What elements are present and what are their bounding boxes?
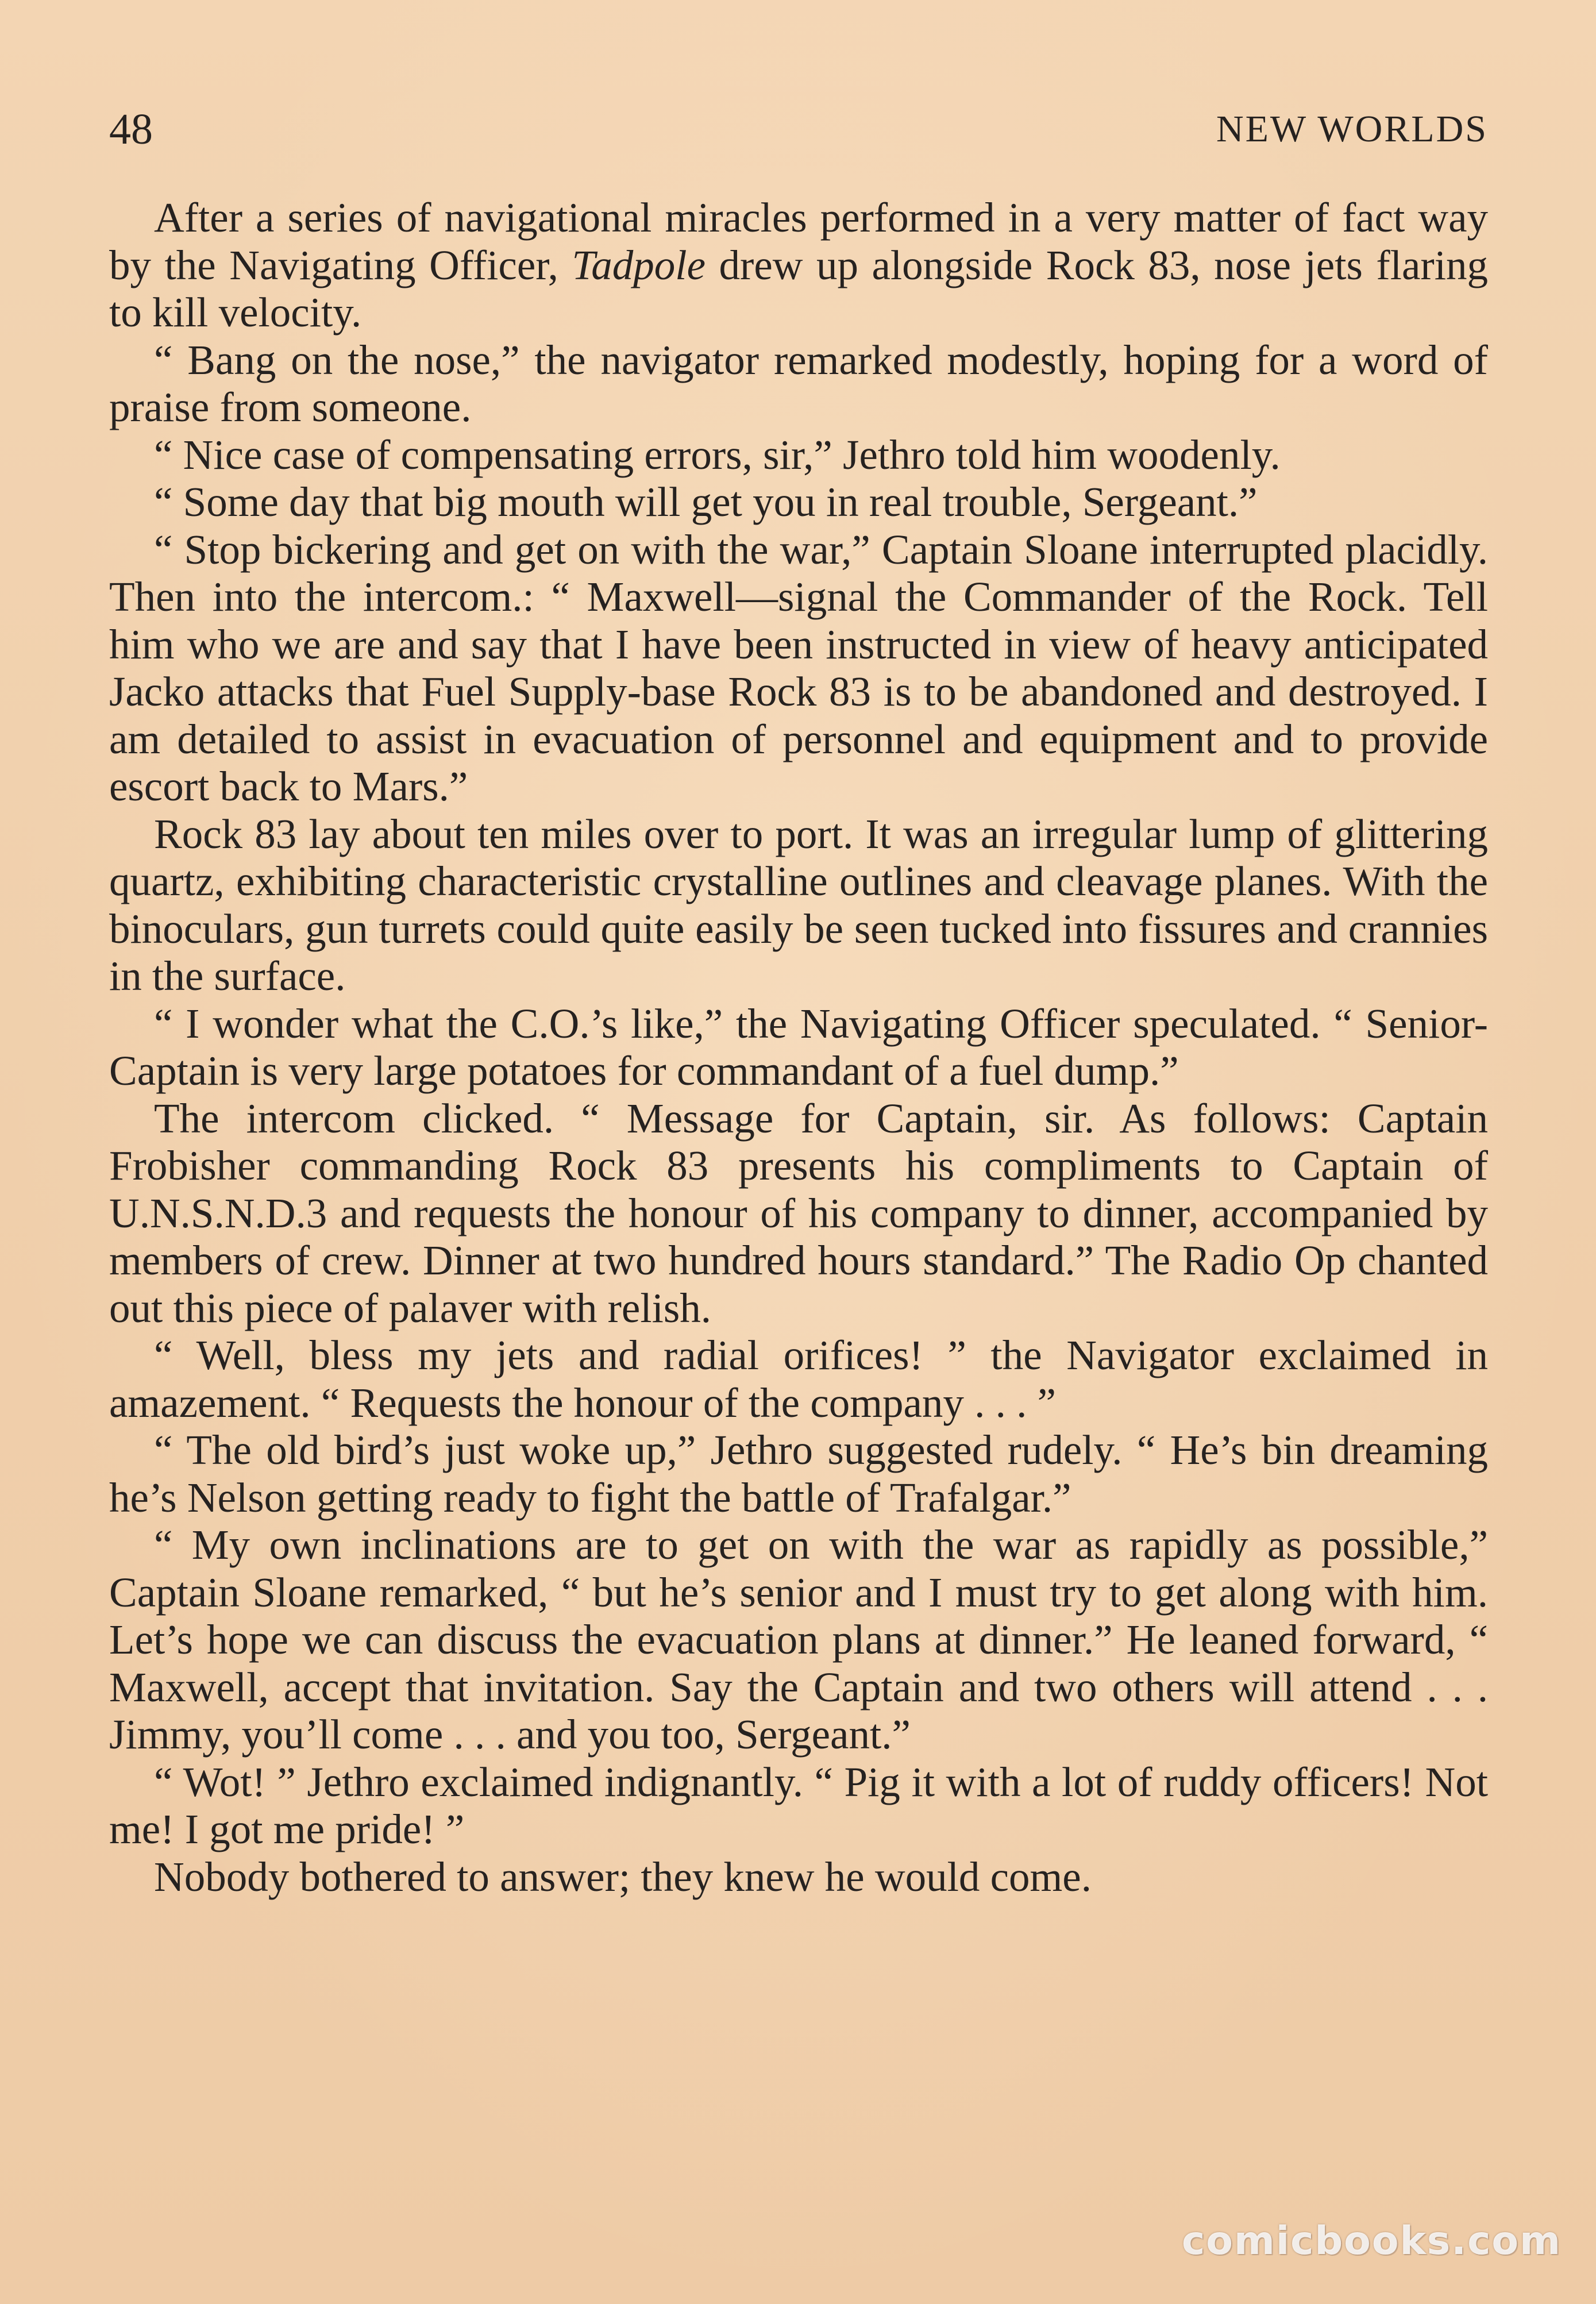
paragraph: “ Stop bickering and get on with the war,” Captain Sloane interrupted placidly. Then into the intercom.: “ Maxwell—signal the Commander of the Rock. Tell him who we are and say that I have been instructed in view of heavy anticipated Jacko attacks that Fuel Supply-base Rock 83 is to be abandoned and destroyed. I am detailed to assist in evacuation of personnel and equipment and to provide escort back to Mars.” xyxy=(109,526,1488,810)
paragraph: “ Well, bless my jets and radial orifices! ” the Navigator exclaimed in amazement. “ Requests the honour of the company . . . ” xyxy=(109,1332,1488,1426)
paragraph: “ Bang on the nose,” the navigator remarked modestly, hoping for a word of praise from someone. xyxy=(109,336,1488,430)
paragraph: “ I wonder what the C.O.’s like,” the Navigating Officer speculated. “ Senior-Captain is very large potatoes for commandant of a fuel dump.” xyxy=(109,1000,1488,1094)
ship-name: Tadpole xyxy=(572,241,706,288)
story-text xyxy=(109,194,1488,1901)
paragraph: The intercom clicked. “ Message for Captain, sir. As follows: Captain Frobisher commanding Rock 83 presents his compliments to Captain of U.N.S.N.D.3 and requests the honour of his company to dinner, accompanied by members of crew. Dinner at two hundred hours standard.” The Radio Op chanted out this piece of palaver with relish. xyxy=(109,1095,1488,1331)
watermark: comicbooks.com xyxy=(1181,2218,1562,2264)
paragraph: Nobody bothered to answer; they knew he would come. xyxy=(154,1853,1092,1900)
running-title: NEW WORLDS xyxy=(1216,108,1488,150)
paragraph-text: drew up alongside Rock 83, nose jets flaring to kill velocity. xyxy=(109,241,1488,336)
paragraph: “ The old bird’s just woke up,” Jethro suggested rudely. “ He’s bin dreaming he’s Nelson getting ready to fight the battle of Trafalgar.” xyxy=(109,1427,1488,1521)
paragraph-text: After a series of navigational miracles performed in a very matter of fact way by the Navigating Officer, xyxy=(109,194,1488,288)
paragraph: Rock 83 lay about ten miles over to port. It was an irregular lump of glittering quartz, exhibiting characteristic crystalline outlines and cleavage planes. With the binoculars, gun turrets could quite easily be seen tucked into fissures and crannies in the surface. xyxy=(109,810,1488,999)
page-number: 48 xyxy=(109,105,153,153)
paragraph: “ Wot! ” Jethro exclaimed indignantly. “ Pig it with a lot of ruddy officers! Not me! I got me pride! ” xyxy=(109,1758,1488,1852)
paragraph: “ Nice case of compensating errors, sir,” Jethro told him woodenly. xyxy=(154,431,1281,478)
paragraph: “ Some day that big mouth will get you in real trouble, Sergeant.” xyxy=(154,479,1258,525)
page-header xyxy=(109,98,1488,161)
paragraph xyxy=(109,194,1488,337)
paragraph: “ My own inclinations are to get on with the war as rapidly as possible,” Captain Sloane remarked, “ but he’s senior and I must try to get along with him. Let’s hope we can discuss the evacuation plans at dinner.” He leaned forward, “ Maxwell, accept that invitation. Say the Captain and two others will attend . . . Jimmy, you’ll come . . . and you too, Sergeant.” xyxy=(109,1521,1488,1758)
